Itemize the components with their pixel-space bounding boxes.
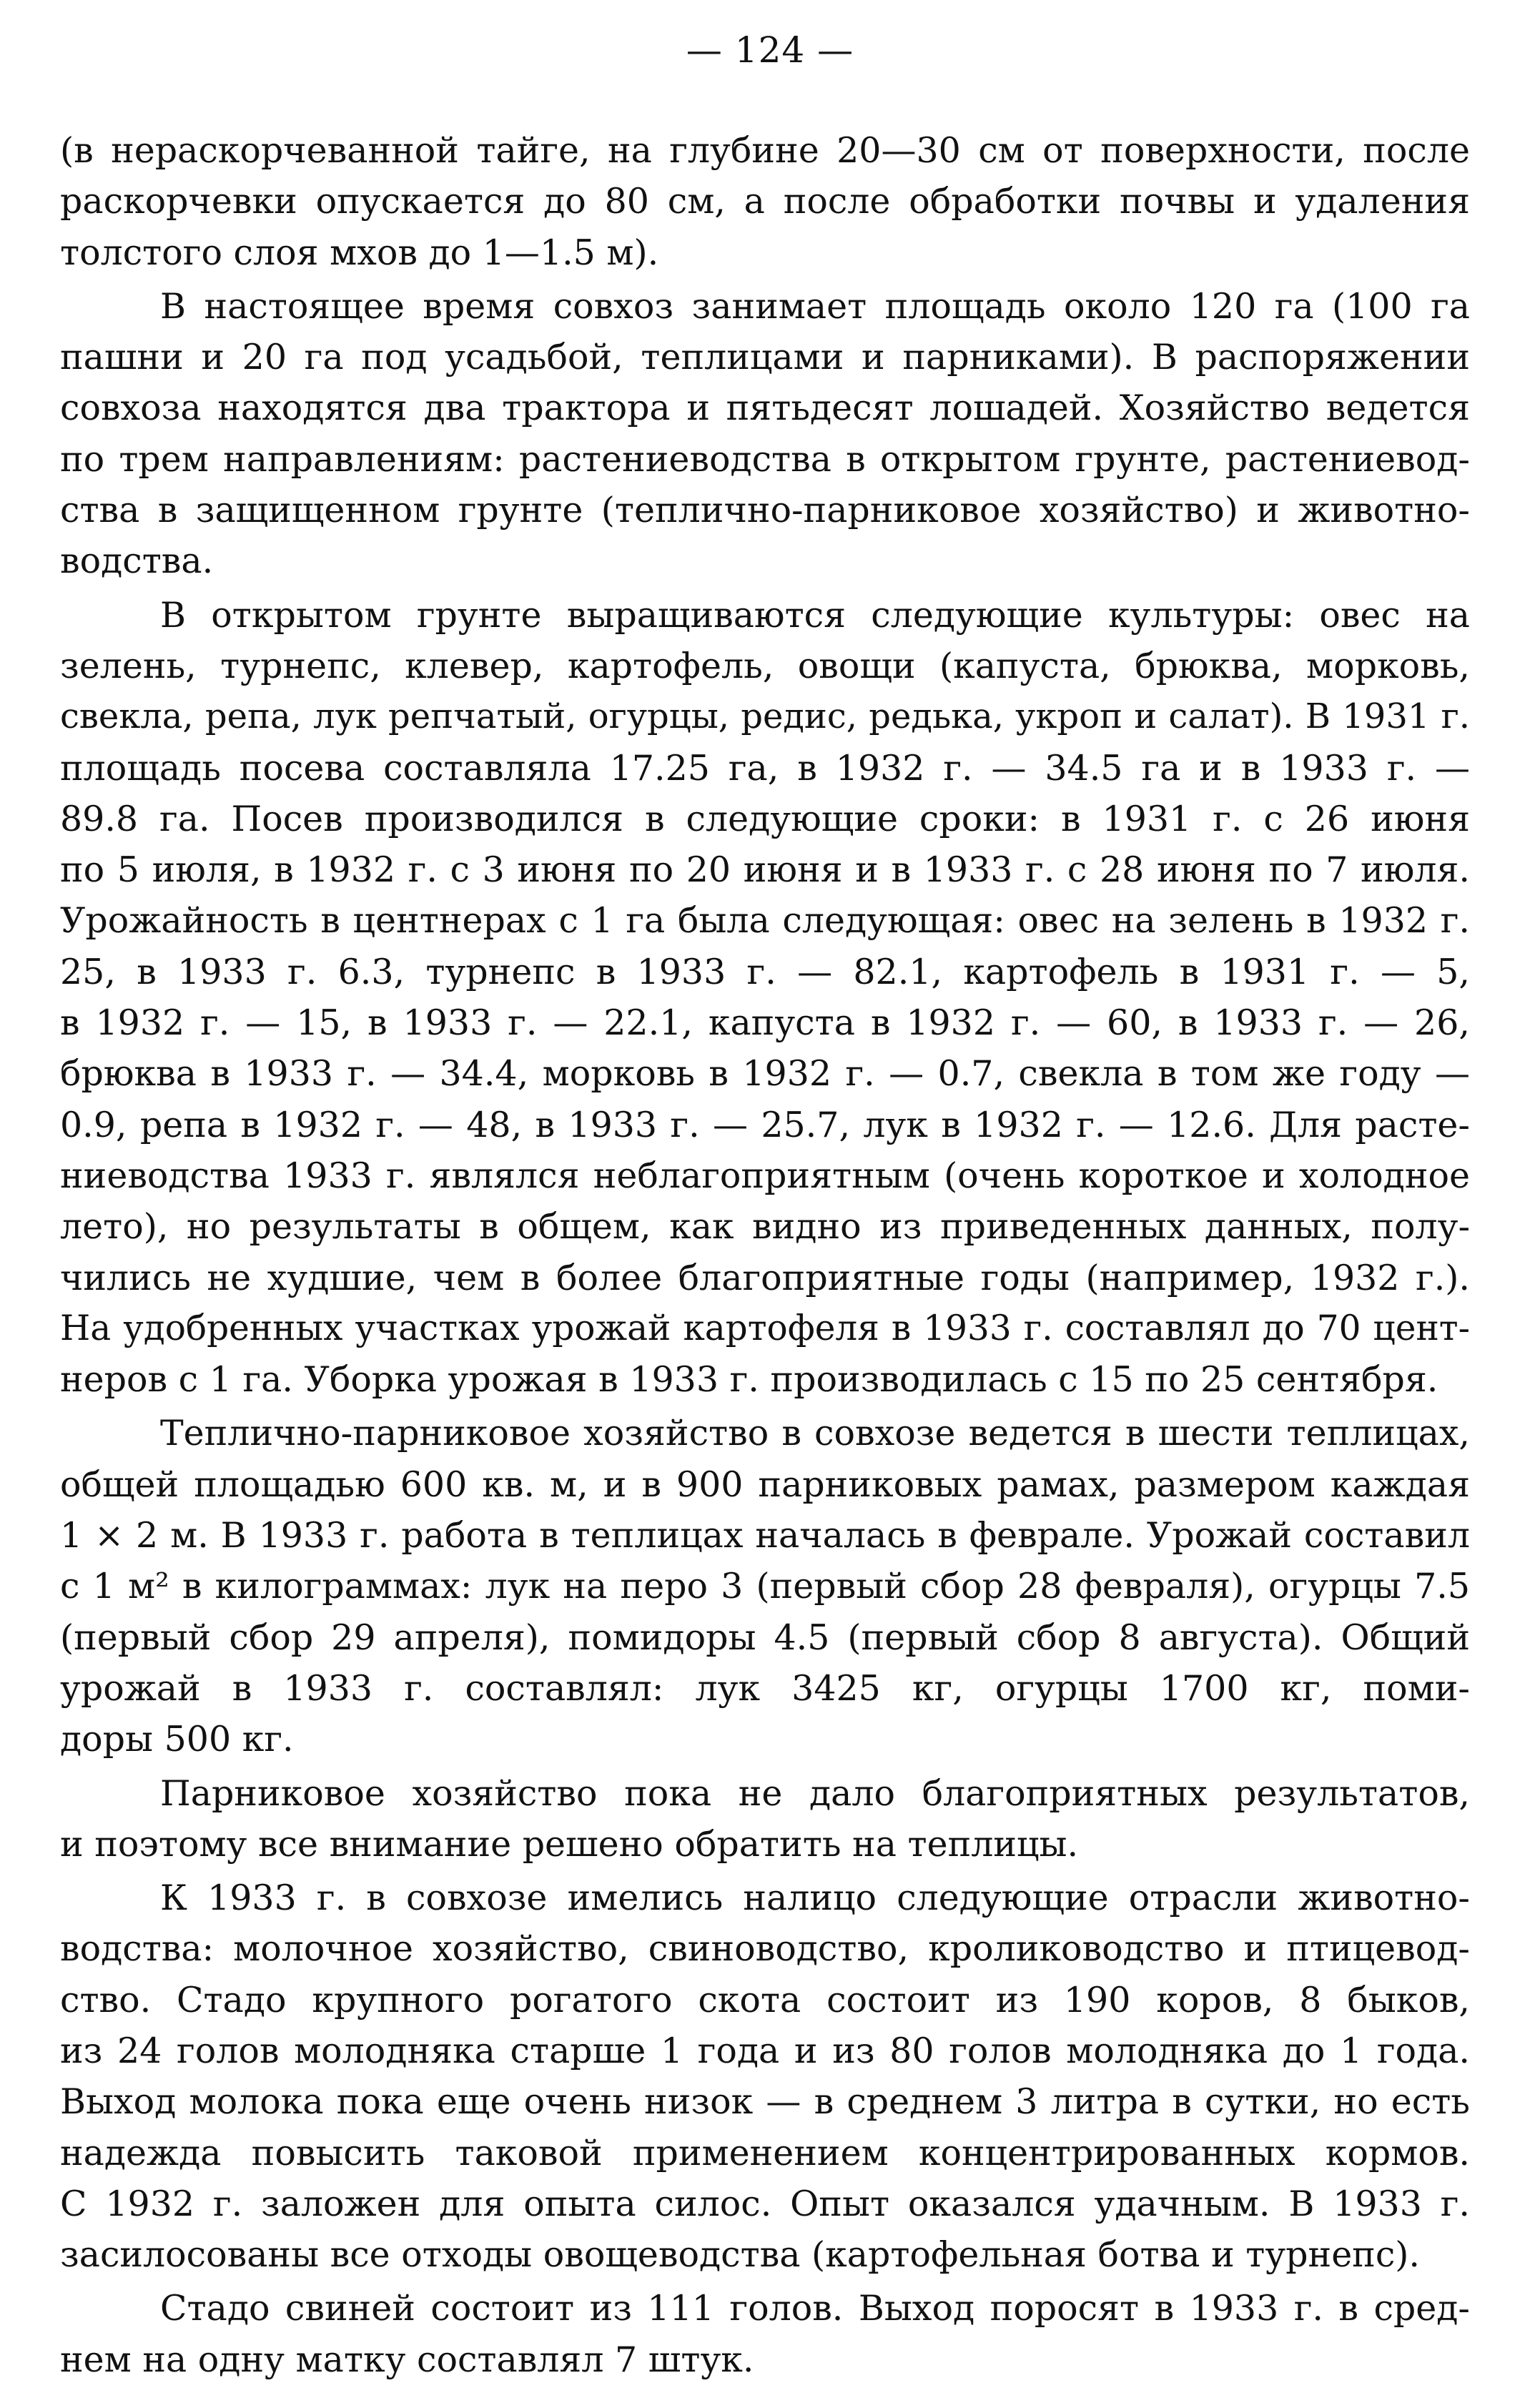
text-line: ниеводства 1933 г. являлся неблагоприятным (очень короткое и холодное bbox=[60, 1155, 1470, 1196]
text-line: (первый сбор 29 апреля), помидоры 4.5 (первый сбор 8 августа). Общий bbox=[60, 1617, 1470, 1658]
text-line: чились не худшие, чем в более благоприятные годы (например, 1932 г.). bbox=[60, 1257, 1470, 1298]
page-number: — 124 — bbox=[686, 29, 854, 71]
text-line: зелень, турнепс, клевер, картофель, овощи (капуста, брюква, морковь, bbox=[60, 645, 1470, 686]
paragraph bbox=[60, 281, 1470, 587]
text-line: Урожайность в центнерах с 1 га была следующая: овес на зелень в 1932 г. bbox=[60, 900, 1470, 942]
text-line: по трем направлениям: растениеводства в открытом грунте, растениевод- bbox=[60, 438, 1470, 480]
text-line: брюква в 1933 г. — 34.4, морковь в 1932 г. — 0.7, свекла в том же году — bbox=[60, 1053, 1470, 1095]
text-line: и поэтому все внимание решено обратить на теплицы. bbox=[60, 1823, 1079, 1865]
text-line: На удобренных участках урожай картофеля в 1933 г. составлял до 70 цент- bbox=[60, 1308, 1470, 1348]
text-line: Парниковое хозяйство пока не дало благоприятных результатов, bbox=[160, 1772, 1470, 1814]
text-line: доры 500 кг. bbox=[60, 1719, 294, 1760]
text-line: 1 × 2 м. В 1933 г. работа в теплицах началась в феврале. Урожай составил bbox=[60, 1515, 1470, 1556]
paragraph bbox=[60, 2283, 1470, 2385]
text-line: К 1933 г. в совхозе имелись налицо следующие отрасли животно- bbox=[160, 1878, 1470, 1919]
text-line: раскорчевки опускается до 80 см, а после обработки почвы и удаления bbox=[60, 181, 1470, 222]
text-line: в 1932 г. — 15, в 1933 г. — 22.1, капуста в 1932 г. — 60, в 1933 г. — 26, bbox=[60, 1002, 1470, 1044]
paragraph bbox=[60, 590, 1470, 1406]
text-line: лето), но результаты в общем, как видно из приведенных данных, полу- bbox=[60, 1206, 1470, 1248]
text-line: из 24 голов молодняка старше 1 года и из 80 голов молодняка до 1 года. bbox=[60, 2030, 1470, 2071]
text-line: ства в защищенном грунте (теплично-парниковое хозяйство) и животно- bbox=[60, 490, 1470, 531]
paragraph bbox=[60, 125, 1470, 278]
text-line: нем на одну матку составлял 7 штук. bbox=[60, 2339, 754, 2380]
paragraph bbox=[60, 1768, 1470, 1870]
text-line: В настоящее время совхоз занимает площадь около 120 га (100 га bbox=[160, 285, 1470, 327]
paragraph bbox=[60, 1873, 1470, 2280]
text-line: площадь посева составляла 17.25 га, в 1932 г. — 34.5 га и в 1933 г. — bbox=[60, 747, 1470, 789]
text-line: засилосованы все отходы овощеводства (картофельная ботва и турнепс). bbox=[60, 2234, 1420, 2276]
text-line: В открытом грунте выращиваются следующие культуры: овес на bbox=[160, 594, 1470, 636]
text-line: по 5 июля, в 1932 г. с 3 июня по 20 июня и в 1933 г. с 28 июня по 7 июля. bbox=[60, 849, 1470, 891]
text-line: водства. bbox=[60, 541, 214, 582]
text-line: общей площадью 600 кв. м, и в 900 парниковых рамах, размером каждая bbox=[60, 1464, 1470, 1505]
body-text bbox=[60, 125, 1470, 2385]
text-line: урожай в 1933 г. составлял: лук 3425 кг, огурцы 1700 кг, поми- bbox=[60, 1667, 1470, 1709]
text-line: ство. Стадо крупного рогатого скота состоит из 190 коров, 8 быков, bbox=[60, 1979, 1470, 2021]
text-line: Теплично-парниковое хозяйство в совхозе ведется в шести теплицах, bbox=[160, 1413, 1470, 1454]
text-line: толстого слоя мхов до 1—1.5 м). bbox=[60, 232, 659, 273]
text-line: 25, в 1933 г. 6.3, турнепс в 1933 г. — 82.1, картофель в 1931 г. — 5, bbox=[60, 951, 1470, 992]
paragraph bbox=[60, 1408, 1470, 1765]
text-line: 89.8 га. Посев производился в следующие сроки: в 1931 г. с 26 июня bbox=[60, 798, 1470, 839]
text-line: (в нераскорчеванной тайге, на глубине 20—30 см от поверхности, после bbox=[60, 130, 1470, 171]
text-line: водства: молочное хозяйство, свиноводство, кролиководство и птицевод- bbox=[60, 1928, 1470, 1970]
text-line: Стадо свиней состоит из 111 голов. Выход поросят в 1933 г. в сред- bbox=[160, 2288, 1470, 2329]
text-line: свекла, репа, лук репчатый, огурцы, редис, редька, укроп и салат). В 1931 г. bbox=[60, 696, 1470, 737]
text-line: 0.9, репа в 1932 г. — 48, в 1933 г. — 25.7, лук в 1932 г. — 12.6. Для расте- bbox=[60, 1104, 1470, 1145]
text-line: С 1932 г. заложен для опыта силос. Опыт оказался удачным. В 1933 г. bbox=[60, 2183, 1470, 2224]
text-line: совхоза находятся два трактора и пятьдесят лошадей. Хозяйство ведется bbox=[60, 388, 1470, 429]
text-line: неров с 1 га. Уборка урожая в 1933 г. производилась с 15 по 25 сентября. bbox=[60, 1359, 1438, 1401]
text-line: пашни и 20 га под усадьбой, теплицами и парниками). В распоряжении bbox=[60, 337, 1470, 378]
text-line: надежда повысить таковой применением концентрированных кормов. bbox=[60, 2132, 1470, 2174]
text-line: с 1 м² в килограммах: лук на перо 3 (первый сбор 28 февраля), огурцы 7.5 bbox=[60, 1566, 1470, 1607]
text-line: Выход молока пока еще очень низок — в среднем 3 литра в сутки, но есть bbox=[60, 2081, 1470, 2123]
